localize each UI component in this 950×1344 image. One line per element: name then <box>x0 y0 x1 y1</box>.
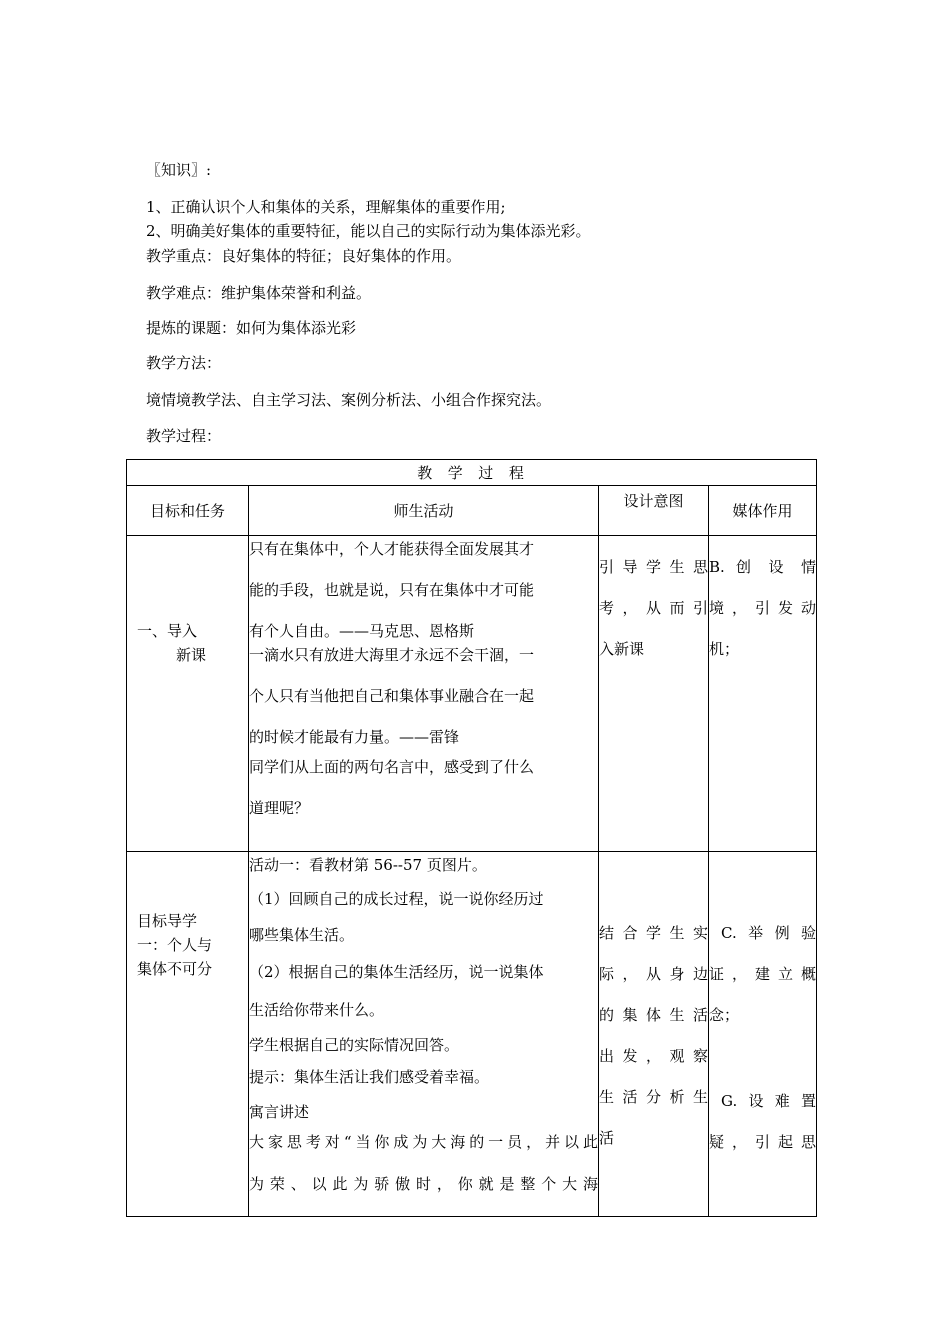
row2-goal-line: 一：个人与 <box>137 936 213 954</box>
row1-goal-line2: 新课 <box>176 646 207 664</box>
row1-intent-line: 入新课 <box>599 640 645 658</box>
row2-activity-line: 哪些集体生活。 <box>249 926 355 944</box>
row1-intent-line: 考，从而引 <box>599 599 708 617</box>
row2-activity-line: 生活给你带来什么。 <box>249 1001 385 1019</box>
header-activity-text: 师生活动 <box>393 502 454 520</box>
header-goal-text: 目标和任务 <box>149 502 225 520</box>
header-media <box>709 486 817 536</box>
header-media-text: 媒体作用 <box>732 502 793 520</box>
row1-intent-line: 引导学生思 <box>599 558 708 576</box>
header-activity <box>249 486 599 536</box>
row2-media-line: G.设难置 <box>721 1092 817 1110</box>
row2-activity-line: 为荣、以此为骄傲时，你就是整个大海 <box>249 1175 598 1193</box>
row1-media-line: 机； <box>709 640 740 658</box>
row2-goal-line: 集体不可分 <box>137 960 213 978</box>
row2-goal <box>127 852 249 1217</box>
process-label: 教学过程： <box>146 427 222 445</box>
row2-goal-line: 目标导学 <box>137 912 198 930</box>
header-intent-text: 设计意图 <box>623 492 684 510</box>
row1-activity-line: 只有在集体中，个人才能获得全面发展其才 <box>249 540 535 558</box>
row2-activity-line: （2）根据自己的集体生活经历，说一说集体 <box>249 963 544 981</box>
row2-media-line: 证，建立概 <box>709 965 817 983</box>
row2-activity-line: 活动一：看教材第 56--57 页图片。 <box>249 856 487 874</box>
row1-media-line: B. 创 设 情 <box>709 558 817 576</box>
row2-intent-line: 的集体生活 <box>599 1006 708 1024</box>
row1-activity-line: 一滴水只有放进大海里才永远不会干涸，一 <box>249 646 535 664</box>
row1-activity <box>249 536 599 852</box>
row2-intent-line: 生活分析生 <box>599 1088 708 1106</box>
row2-intent-line: 活 <box>599 1129 615 1147</box>
teaching-process-table <box>126 459 817 1217</box>
row2-intent <box>599 852 709 1217</box>
row2-activity-line: 提示：集体生活让我们感受着幸福。 <box>249 1068 490 1086</box>
row1-activity-line: 同学们从上面的两句名言中，感受到了什么 <box>249 758 535 776</box>
table-title <box>127 460 817 486</box>
row1-activity-line: 道理呢？ <box>249 799 310 817</box>
row1-intent <box>599 536 709 852</box>
objective-item-2: 2、明确美好集体的重要特征，能以自己的实际行动为集体添光彩。 <box>146 222 591 240</box>
row1-activity-line: 能的手段，也就是说，只有在集体中才可能 <box>249 581 535 599</box>
methods: 境情境教学法、自主学习法、案例分析法、小组合作探究法。 <box>146 391 552 409</box>
row2-intent-line: 际，从身边 <box>599 965 708 983</box>
row1-media-line: 境，引发动 <box>709 599 817 617</box>
row1-goal <box>127 536 249 852</box>
row1-activity-line: 的时候才能最有力量。——雷锋 <box>249 728 460 746</box>
row2-activity-line: 寓言讲述 <box>249 1103 310 1121</box>
row1-activity-line: 有个人自由。——马克思、恩格斯 <box>249 622 475 640</box>
row1-goal-line1: 一、导入 <box>137 622 198 640</box>
row2-activity-line: 大家思考对“当你成为大海的一员，并以此 <box>249 1133 598 1151</box>
header-intent <box>599 486 709 536</box>
row2-activity-line: （1）回顾自己的成长过程，说一说你经历过 <box>249 890 544 908</box>
row2-activity-line: 学生根据自己的实际情况回答。 <box>249 1036 460 1054</box>
topic: 提炼的课题：如何为集体添光彩 <box>146 319 357 337</box>
table-title-text: 教 学 过 程 <box>417 464 526 482</box>
row2-media-line: C.举例验 <box>721 924 817 942</box>
method-label: 教学方法： <box>146 354 222 372</box>
key-point: 教学重点：良好集体的特征；良好集体的作用。 <box>146 247 462 265</box>
difficulty: 教学难点：维护集体荣誉和利益。 <box>146 284 372 302</box>
row2-intent-line: 出发，观察 <box>599 1047 708 1065</box>
row2-media <box>709 852 817 1217</box>
row2-media-line: 念； <box>709 1006 740 1024</box>
header-goal <box>127 486 249 536</box>
row1-media <box>709 536 817 852</box>
row1-activity-line: 个人只有当他把自己和集体事业融合在一起 <box>249 687 535 705</box>
row2-activity <box>249 852 599 1217</box>
row2-media-line: 疑，引起思 <box>709 1133 817 1151</box>
objective-item-1: 1、正确认识个人和集体的关系，理解集体的重要作用; <box>146 198 506 216</box>
knowledge-heading: 〖知识〗: <box>146 161 212 179</box>
row2-intent-line: 结合学生实 <box>599 924 708 942</box>
